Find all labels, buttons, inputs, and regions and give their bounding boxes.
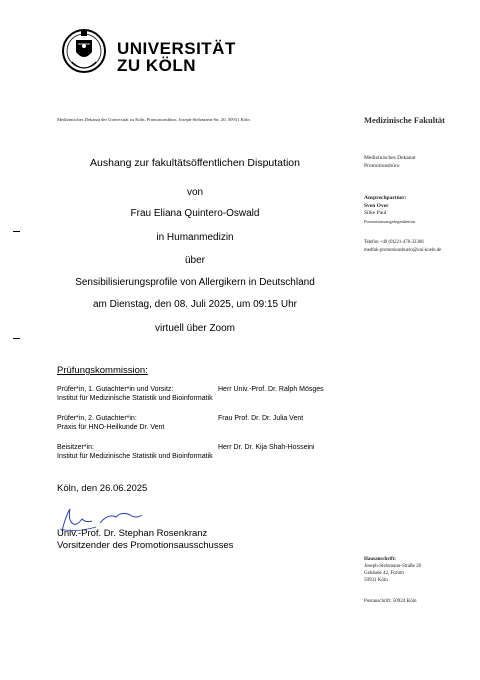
department-name: Medizinisches Dekanat <box>364 155 416 161</box>
contact-label: Ansprechpartner: <box>364 195 407 201</box>
degree-field: in Humanmedizin <box>156 232 234 243</box>
notice-ueber: über <box>184 255 205 266</box>
member-institution: Institut für Medizinische Statistik und Bioinformatik <box>57 453 213 460</box>
member-institution: Institut für Medizinische Statistik und Bioinformatik <box>57 395 213 402</box>
notice-title: Aushang zur fakultätsöffentlichen Disputation <box>90 157 300 169</box>
candidate-name: Frau Eliana Quintero-Oswald <box>130 208 260 219</box>
address-block <box>364 556 421 584</box>
department-block <box>364 155 415 170</box>
contact-details <box>364 239 441 254</box>
contact-person-2: Silke Paul <box>364 210 387 216</box>
sender-address-line: Medizinisches Dekanat der Universität zu Köln, Promotionsbüro, Joseph-Stelzmann-Str. 20, 50931 Köln <box>57 117 250 122</box>
member-role: Beisitzer*in: <box>57 444 94 451</box>
contact-note: Promotionsangelegenheiten <box>364 218 416 224</box>
contact-email[interactable]: medfak-promotionsbuero@uni-koeln.de <box>364 247 442 253</box>
university-name-line2: ZU KÖLN <box>117 56 197 75</box>
address-label: Hausanschrift: <box>364 557 396 562</box>
university-name <box>117 40 236 74</box>
contact-person-1: Sven Over <box>364 202 389 209</box>
postal-address: Postanschrift: 50924 Köln <box>364 599 417 604</box>
university-seal-logo <box>62 22 106 80</box>
address-city: 50931 Köln <box>364 578 388 583</box>
contact-phone: Telefon +49 (0)221-478-32368 <box>364 240 424 245</box>
university-name-line1: UNIVERSITÄT <box>117 39 236 58</box>
signer-name: Univ.-Prof. Dr. Stephan Rosenkranz <box>57 528 208 539</box>
fold-mark <box>13 338 20 339</box>
disputation-datetime: am Dienstag, den 08. Juli 2025, um 09:15 Uhr <box>92 299 297 310</box>
member-institution: Praxis für HNO-Heilkunde Dr. Vent <box>57 424 165 431</box>
address-street: Joseph-Stelzmann-Straße 20 <box>364 564 422 569</box>
committee-heading: Prüfungskommission: <box>57 365 148 376</box>
member-name: Herr Univ.-Prof. Dr. Ralph Mösges <box>218 386 324 393</box>
faculty-name: Medizinische Fakultät <box>364 115 445 125</box>
member-role: Prüfer*in, 2. Gutachter*in: <box>57 415 137 422</box>
fold-mark <box>13 231 20 232</box>
member-role: Prüfer*in, 1. Gutachter*in und Vorsitz: <box>57 386 174 393</box>
contact-block <box>364 195 415 225</box>
member-name: Herr Dr. Dr. Kija Shah-Hosseini <box>218 444 315 451</box>
disputation-location: virtuell über Zoom <box>154 323 236 334</box>
notice-von: von <box>186 187 204 198</box>
office-name: Promotionsbüro <box>364 162 400 169</box>
member-name: Frau Prof. Dr. Dr. Julia Vent <box>218 415 304 422</box>
signer-title: Vorsitzender des Promotionsausschusses <box>57 540 234 551</box>
address-building: Gebäude 42, Forum <box>364 571 404 576</box>
thesis-topic: Sensibilisierungsprofile von Allergikern in Deutschland <box>75 277 315 288</box>
place-date: Köln, den 26.06.2025 <box>57 483 148 494</box>
